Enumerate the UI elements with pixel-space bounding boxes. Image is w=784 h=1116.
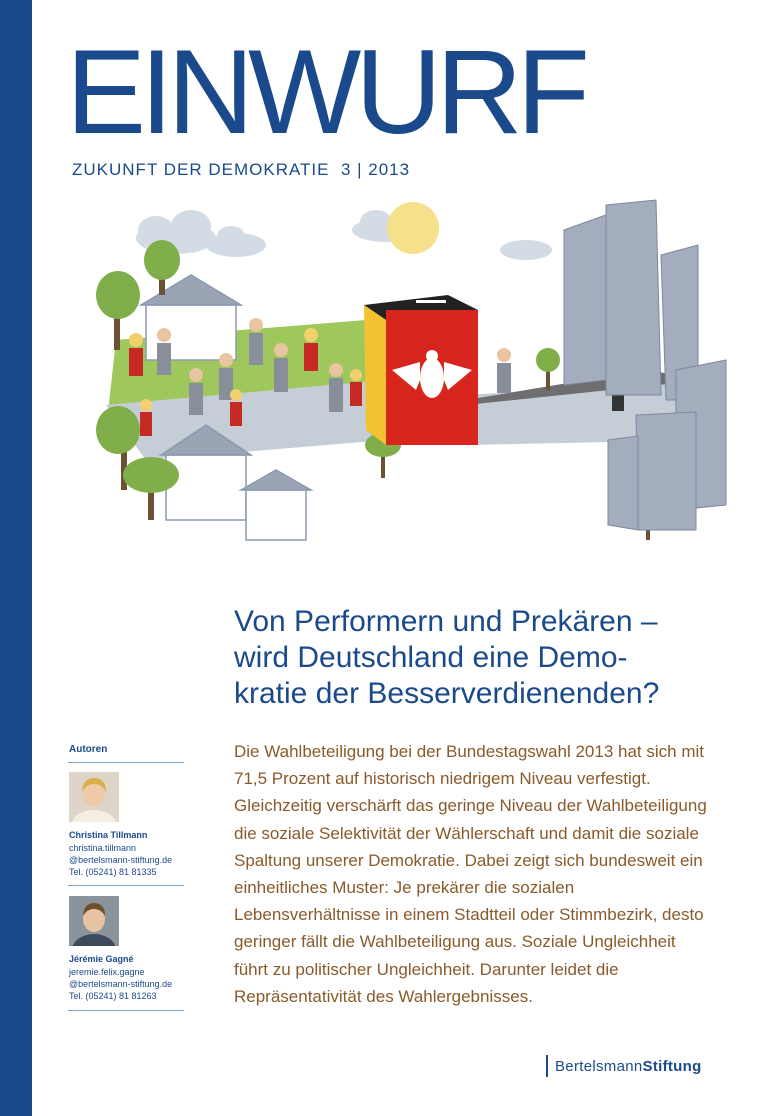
divider	[68, 762, 184, 763]
author-phone: Tel. (05241) 81 81335	[69, 867, 157, 877]
ballot-box-icon	[364, 295, 478, 445]
headline-line: Von Performern und Prekären –	[234, 605, 658, 638]
article-headline	[234, 604, 754, 712]
headline-line: kratie der Besserverdienenden?	[234, 677, 660, 710]
author-email-domain[interactable]: @bertelsmann-stiftung.de	[69, 855, 173, 865]
author-email-domain[interactable]: @bertelsmann-stiftung.de	[69, 979, 173, 989]
author-email[interactable]: christina.tillmann	[69, 843, 137, 853]
logo-bar	[546, 1055, 548, 1077]
author-photo	[69, 772, 119, 822]
author-phone: Tel. (05241) 81 81263	[69, 991, 157, 1001]
skyscraper-icon	[564, 200, 726, 530]
issue-subtitle: ZUKUNFT DER DEMOKRATIE 3 | 2013	[72, 160, 411, 179]
masthead-title: EINWURF	[66, 25, 584, 159]
headline-line: wird Deutschland eine Demo-	[234, 641, 628, 674]
logo-text-part2: Stiftung	[642, 1057, 702, 1075]
divider	[68, 885, 184, 886]
cover-illustration	[86, 190, 736, 550]
brand-color-bar	[0, 0, 32, 1116]
bertelsmann-stiftung-logo	[546, 1055, 702, 1077]
author-name: Jérémie Gagné	[69, 954, 134, 964]
article-body: Die Wahlbeteiligung bei der Bundestagswahl 2013 hat sich mit 71,5 Prozent auf historisch niedrigem Niveau verfestigt. Gleichzeitig verschärft das geringe Niveau der Wahlbeteiligung die soziale Selektivität der Wählerschaft und damit die soziale Spaltung unserer Demokratie. Dabei zeigt sich bundesweit ein einheitliches Muster: Je prekärer die sozialen Lebensverhältnisse in einem Stadtteil oder Stimmbezirk, desto geringer fällt die Wahlbeteiligung aus. Soziale Ungleichheit führt zu politischer Ungleichheit. Darunter leidet die Repräsentativität des Wahlergebnisses.	[234, 742, 707, 1006]
logo-text-part1: Bertelsmann	[555, 1057, 643, 1075]
author-photo	[69, 896, 119, 946]
divider	[68, 1010, 184, 1011]
author-name: Christina Tillmann	[69, 830, 148, 840]
authors-label: Autoren	[69, 744, 108, 755]
sun-icon	[387, 202, 439, 254]
author-email[interactable]: jeremie.felix.gagne	[69, 967, 145, 977]
cloud-icon	[136, 210, 552, 260]
